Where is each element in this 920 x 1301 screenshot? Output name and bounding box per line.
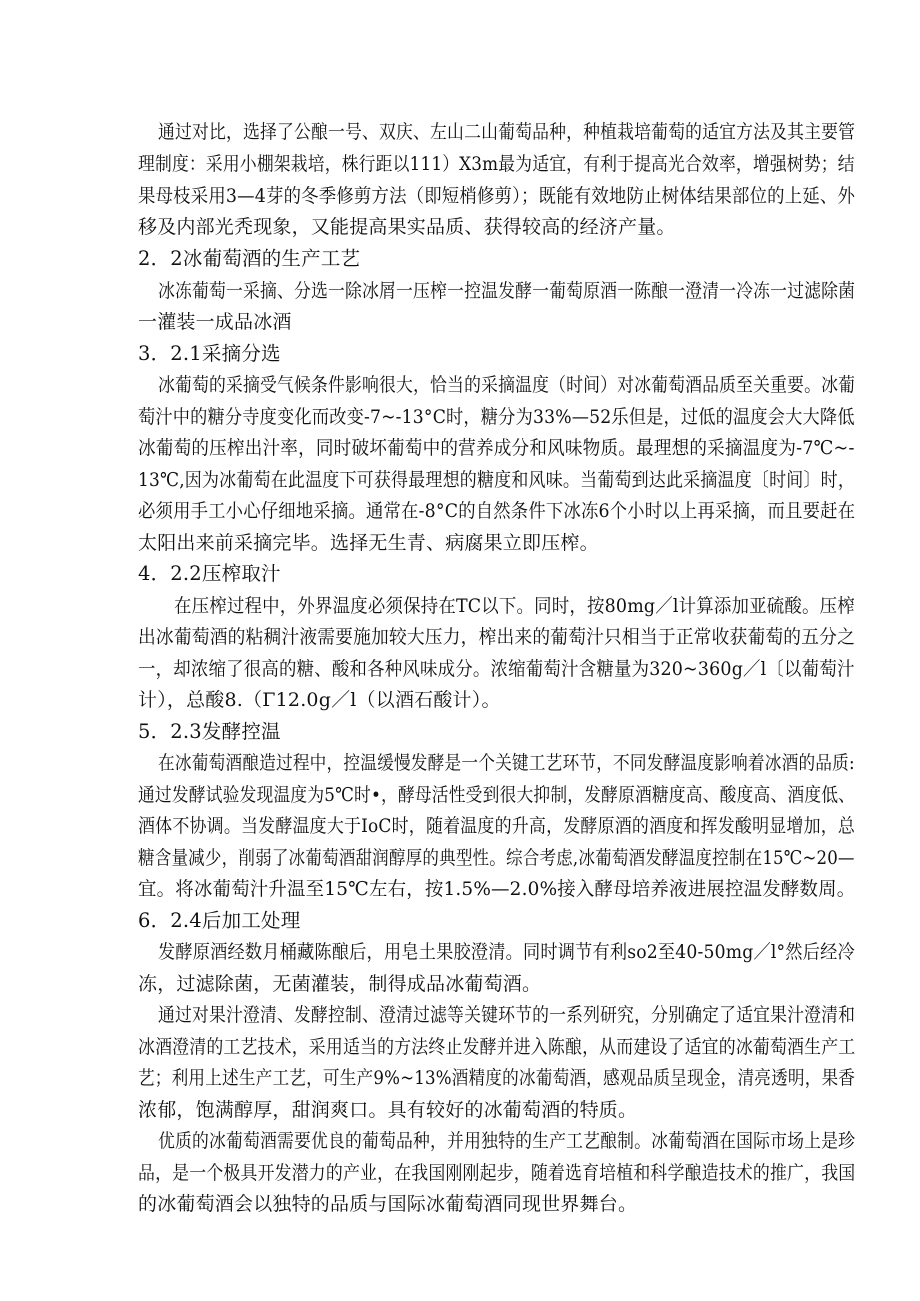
paragraph-line: 通过对比，选择了公酿一号、双庆、左山二山葡萄品种，种植栽培葡萄的适宜方法及其主要管 xyxy=(158,121,856,143)
paragraph-line: 冰酒澄清的工艺技术，采用适当的方法终止发酵并进入陈酿，从而建设了适宜的冰葡萄酒生产工 xyxy=(138,1036,856,1058)
paragraph-line: 通过对果汁澄清、发酵控制、澄清过滤等关键环节的一系列研究，分别确定了适宜果汁澄清和 xyxy=(158,1004,856,1026)
paragraph-line: 浓郁，饱满醇厚，甜润爽口。具有较好的冰葡萄酒的特质。 xyxy=(138,1099,638,1121)
paragraph-line: 酒体不协调。当发酵温度大于IoC时，随着温度的升高，发酵原酒的酒度和挥发酸明显增加，总 xyxy=(138,815,856,837)
section-heading: 6．2.4后加工处理 xyxy=(138,909,301,932)
paragraph-line: 冰葡萄的压榨出汁率，同时破坏葡萄中的营养成分和风味物质。最理想的采摘温度为-7℃~- xyxy=(138,437,855,459)
paragraph-line: 在冰葡萄酒酿造过程中，控温缓慢发酵是一个关键工艺环节，不同发酵温度影响着冰酒的品质: xyxy=(158,752,855,774)
section-heading: 4．2.2压榨取汁 xyxy=(138,562,281,585)
paragraph-line: 出冰葡萄酒的粘稠汁液需要施加较大压力，榨出来的葡萄汁只相当于正常收获葡萄的五分之 xyxy=(138,626,856,648)
paragraph-line: 冰葡萄的采摘受气候条件影响很大，恰当的采摘温度（时间）对冰葡萄酒品质至关重要。冰葡 xyxy=(158,374,856,396)
paragraph-line: 计），总酸8.（Γ12.0g／l（以酒石酸计）。 xyxy=(138,689,501,711)
paragraph-line: 冻，过滤除菌，无菌灌装，制得成品冰葡萄酒。 xyxy=(138,973,542,995)
paragraph-line: 的冰葡萄酒会以独特的品质与国际冰葡萄酒同现世界舞台。 xyxy=(138,1193,638,1215)
section-heading: 3．2.1采摘分选 xyxy=(138,342,281,365)
paragraph-line: 通过发酵试验发现温度为5℃时•，酵母活性受到很大抑制，发酵原酒糖度高、酸度高、酒度低、 xyxy=(138,784,856,806)
paragraph-line: 优质的冰葡萄酒需要优良的葡萄品种，并用独特的生产工艺酿制。冰葡萄酒在国际市场上是珍 xyxy=(158,1130,856,1152)
paragraph-line: 太阳出来前采摘完毕。选择无生青、病腐果立即压榨。 xyxy=(138,532,599,554)
paragraph-line: 宜。将冰葡萄汁升温至15℃左右，按1.5%—2.0%接入酵母培养液进展控温发酵数周。 xyxy=(138,878,856,900)
paragraph-line: 萄汁中的糖分寺度变化而改变-7~-13°C时，糖分为33%—52乐但是，过低的温度会大大降低 xyxy=(138,406,855,428)
section-heading: 5．2.3发酵控温 xyxy=(138,720,281,743)
paragraph-line: 冰冻葡萄一采摘、分选一除冰屑一压榨一控温发酵一葡萄原酒一陈酿一澄清一冷冻一过滤除菌 xyxy=(158,280,856,302)
section-heading: 2．2冰葡萄酒的生产工艺 xyxy=(138,247,361,270)
paragraph-line: 艺；利用上述生产工艺，可生产9%~13%酒精度的冰葡萄酒，感观品质呈现金，清亮透明，果香 xyxy=(138,1067,856,1089)
paragraph-line: 理制度：采用小棚架栽培，株行距以111）X3m最为适宜，有利于提高光合效率，增强树势；结 xyxy=(138,153,855,175)
paragraph-line: 在压榨过程中，外界温度必须保持在TC以下。同时，按80mg／l计算添加亚硫酸。压榨 xyxy=(174,595,855,617)
paragraph-line: 果母枝采用3—4芽的冬季修剪方法（即短梢修剪）；既能有效地防止树体结果部位的上延、外 xyxy=(138,185,856,207)
paragraph-line: 13℃,因为冰葡萄在此温度下可获得最理想的糖度和风味。当葡萄到达此采摘温度〔时间〕时， xyxy=(138,469,856,491)
paragraph-line: 移及内部光秃现象，又能提高果实品质、获得较高的经济产量。 xyxy=(138,216,676,238)
paragraph-line: 发酵原酒经数月桶藏陈酿后，用皂土果胶澄清。同时调节有利so2至40-50mg／l°然后经冷 xyxy=(158,941,855,963)
paragraph-line: 必须用手工小心仔细地采摘。通常在-8°C的自然条件下冰冻6个小时以上再采摘，而且要赶在 xyxy=(138,500,856,522)
paragraph-line: 一灌装一成品冰酒 xyxy=(138,311,292,333)
paragraph-line: 品，是一个极具开发潜力的产业，在我国刚刚起步，随着选育培植和科学酿造技术的推广，我国 xyxy=(138,1162,856,1184)
paragraph-line: 一，却浓缩了很高的糖、酸和各种风味成分。浓缩葡萄汁含糖量为320~360g／l〔以葡萄汁 xyxy=(138,658,855,680)
paragraph-line: 糖含量减少，削弱了冰葡萄酒甜润醇厚的典型性。综合考虑,冰葡萄酒发酵温度控制在15℃~20— xyxy=(138,847,855,869)
